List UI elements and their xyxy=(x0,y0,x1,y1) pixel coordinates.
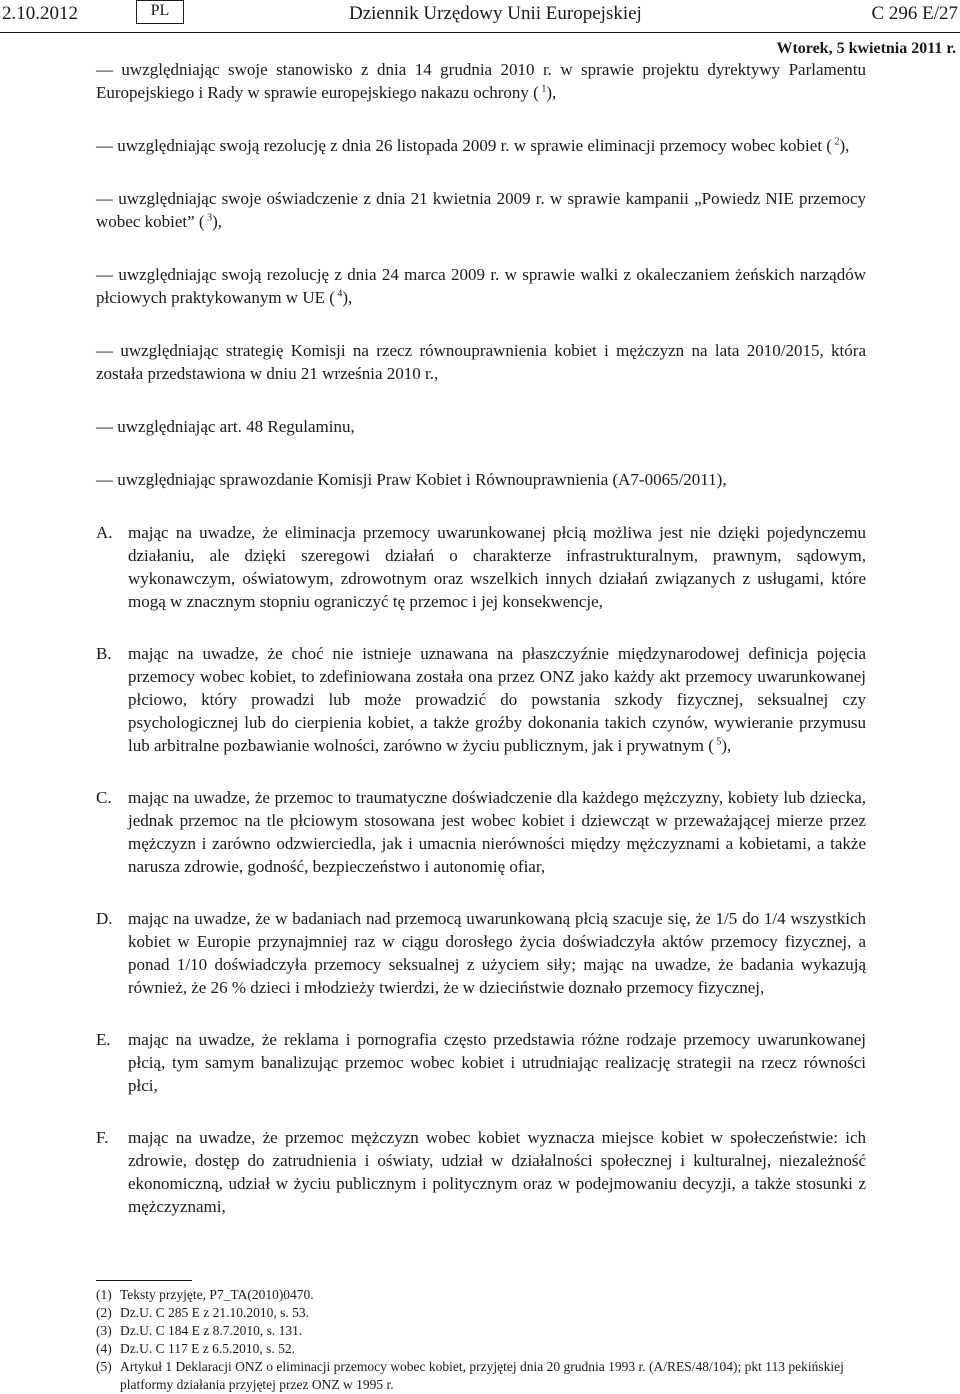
citation-text: — uwzględniając strategię Komisji na rzecz równouprawnienia kobiet i mężczyzn na lata 2010/2015, która została przedstawiona w dniu 21 września 2010 r., xyxy=(96,341,866,383)
footnote-divider xyxy=(96,1280,192,1281)
footnote-ref: 2 xyxy=(831,136,840,148)
footnote-number: (2) xyxy=(96,1305,112,1320)
recital-letter: F. xyxy=(96,1128,109,1147)
citation-text: — uwzględniając swoje oświadczenie z dnia 21 kwietnia 2009 r. w sprawie kampanii „Powiedz NIE przemocy wobec kobiet” ( xyxy=(96,189,866,231)
recital-text: mając na uwadze, że przemoc to traumatyczne doświadczenie dla każdego mężczyzny, kobiety lub dziecka, jednak przemoc na tle płciowym stosowana jest wobec kobiet i dziewcząt w przeważającej mierze przez mężczyzn i zarówno odzwierciedla, jak i umacnia nierówności między mężczyznami a kobietami, a także narusza zdrowie, godność, bezpieczeństwo i autonomię ofiar, xyxy=(128,788,866,876)
journal-reference: C 296 E/27 xyxy=(871,3,958,24)
footnote-item xyxy=(96,1286,866,1304)
recital-letter: D. xyxy=(96,909,113,928)
recital-item xyxy=(96,1028,866,1097)
recital-tail: ), xyxy=(721,736,732,755)
citation-item xyxy=(96,415,866,438)
footnote-number: (1) xyxy=(96,1287,112,1302)
recital-text: mając na uwadze, że w badaniach nad przemocą uwarunkowaną płcią szacuje się, że 1/5 do 1/4 wszystkich kobiet w Europie przynajmniej raz w ciągu dorosłego życia doświadczyła aktów przemocy fizycznej, a ponad 1/10 doświadczyła przemocy seksualnej z użyciem siły; mając na uwadze, że badania wykazują również, że 26 % dzieci i młodzieży twierdzi, że w dzieciństwie doznało przemocy fizycznej, xyxy=(128,909,866,997)
footnote-number: (5) xyxy=(96,1359,112,1374)
footnote-ref: 4 xyxy=(334,288,343,300)
recitals-list xyxy=(96,521,866,1218)
footnotes-list xyxy=(96,1286,866,1394)
footnote-text: Dz.U. C 117 E z 6.5.2010, s. 52. xyxy=(120,1341,295,1356)
recital-text: mając na uwadze, że eliminacja przemocy uwarunkowanej płcią możliwa jest nie dzięki pojedynczemu działaniu, ale dzięki szeregowi działań o charakterze infrastrukturalnym, prawnym, sądowym, wykonawczym, oświatowym, zdrowotnym oraz wszelkich innych działań związanych z usługami, które mogą w znacznym stopniu ograniczyć tę przemoc i jej konsekwencje, xyxy=(128,523,866,611)
footnote-text: Artykuł 1 Deklaracji ONZ o eliminacji przemocy wobec kobiet, przyjętej dnia 20 grudnia 1993 r. (A/RES/48/104); pkt 113 pekińskiej platformy działania przyjętej przez ONZ w 1995 r. xyxy=(120,1359,844,1392)
footnote-item xyxy=(96,1322,866,1340)
citations-list xyxy=(96,58,866,491)
publication-date: 2.10.2012 xyxy=(2,3,78,24)
recital-item xyxy=(96,1126,866,1218)
footnote-item xyxy=(96,1358,866,1394)
citation-item xyxy=(96,339,866,385)
citation-tail: ), xyxy=(212,212,222,231)
citation-item xyxy=(96,187,866,233)
footnote-text: Dz.U. C 285 E z 21.10.2010, s. 53. xyxy=(120,1305,309,1320)
recital-item xyxy=(96,786,866,878)
recital-letter: E. xyxy=(96,1030,111,1049)
recital-letter: C. xyxy=(96,788,112,807)
footnote-text: Dz.U. C 184 E z 8.7.2010, s. 131. xyxy=(120,1323,303,1338)
recital-item xyxy=(96,642,866,757)
citation-tail: ), xyxy=(342,288,353,307)
recital-letter: B. xyxy=(96,644,112,663)
citation-item xyxy=(96,468,866,491)
footnote-ref: 5 xyxy=(713,736,722,748)
recital-text: mając na uwadze, że przemoc mężczyzn wobec kobiet wyznacza miejsce kobiet w społeczeństwie: ich zdrowie, dostęp do zatrudnienia i oświaty, udział w działalności społecznej i kulturalnej, niezależność ekonomiczną, udział w życiu publicznym i politycznym oraz w podejmowaniu decyzji, a także stosunki z mężczyznami, xyxy=(128,1128,866,1216)
recital-item xyxy=(96,521,866,613)
footnote-number: (4) xyxy=(96,1341,112,1356)
citation-text: — uwzględniając sprawozdanie Komisji Praw Kobiet i Równouprawnienia (A7-0065/2011), xyxy=(96,470,727,489)
session-date: Wtorek, 5 kwietnia 2011 r. xyxy=(776,40,956,57)
citation-tail: ), xyxy=(839,136,850,155)
citation-text: — uwzględniając swoje stanowisko z dnia 14 grudnia 2010 r. w sprawie projektu dyrektywy Parlamentu Europejskiego i Rady w sprawie europejskiego nakazu ochrony ( xyxy=(96,60,866,102)
footnote-item xyxy=(96,1340,866,1358)
page-header xyxy=(0,0,960,34)
citation-item xyxy=(96,263,866,309)
citation-item xyxy=(96,134,866,157)
citation-tail: ), xyxy=(546,83,557,102)
header-divider xyxy=(0,32,960,33)
footnote-ref: 3 xyxy=(204,212,213,224)
recital-item xyxy=(96,907,866,999)
citation-text: — uwzględniając swoją rezolucję z dnia 24 marca 2009 r. w sprawie walki z okaleczaniem żeńskich narządów płciowych praktykowanym w UE ( xyxy=(96,265,866,307)
document-body xyxy=(96,58,866,1247)
recital-text: mając na uwadze, że choć nie istnieje uznawana na płaszczyźnie międzynarodowej definicja pojęcia przemocy wobec kobiet, to zdefiniowana została ona przez ONZ jako każdy akt przemocy uwarunkowanej płciowo, który prowadzi lub może prowadzić do powstania szkody fizycznej, seksualnej czy psychologicznej lub do cierpienia kobiet, a także groźby dokonania takich czynów, wywieranie przymusu lub arbitralne pozbawianie wolności, zarówno w życiu publicznym, jak i prywatnym ( xyxy=(128,644,866,755)
recital-letter: A. xyxy=(96,523,113,542)
footnote-item xyxy=(96,1304,866,1322)
footnote-text: Teksty przyjęte, P7_TA(2010)0470. xyxy=(120,1287,314,1302)
footnote-number: (3) xyxy=(96,1323,112,1338)
journal-title: Dziennik Urzędowy Unii Europejskiej xyxy=(349,3,642,24)
citation-item xyxy=(96,58,866,104)
language-box: PL xyxy=(136,0,184,24)
citation-text: — uwzględniając swoją rezolucję z dnia 26 listopada 2009 r. w sprawie eliminacji przemocy wobec kobiet ( xyxy=(96,136,832,155)
citation-text: — uwzględniając art. 48 Regulaminu, xyxy=(96,417,355,436)
recital-text: mając na uwadze, że reklama i pornografia często przedstawia różne rodzaje przemocy uwarunkowanej płcią, tym samym banalizując przemoc wobec kobiet i utrudniając realizację strategii na rzecz równości płci, xyxy=(128,1030,866,1095)
footnote-ref: 1 xyxy=(538,83,547,95)
